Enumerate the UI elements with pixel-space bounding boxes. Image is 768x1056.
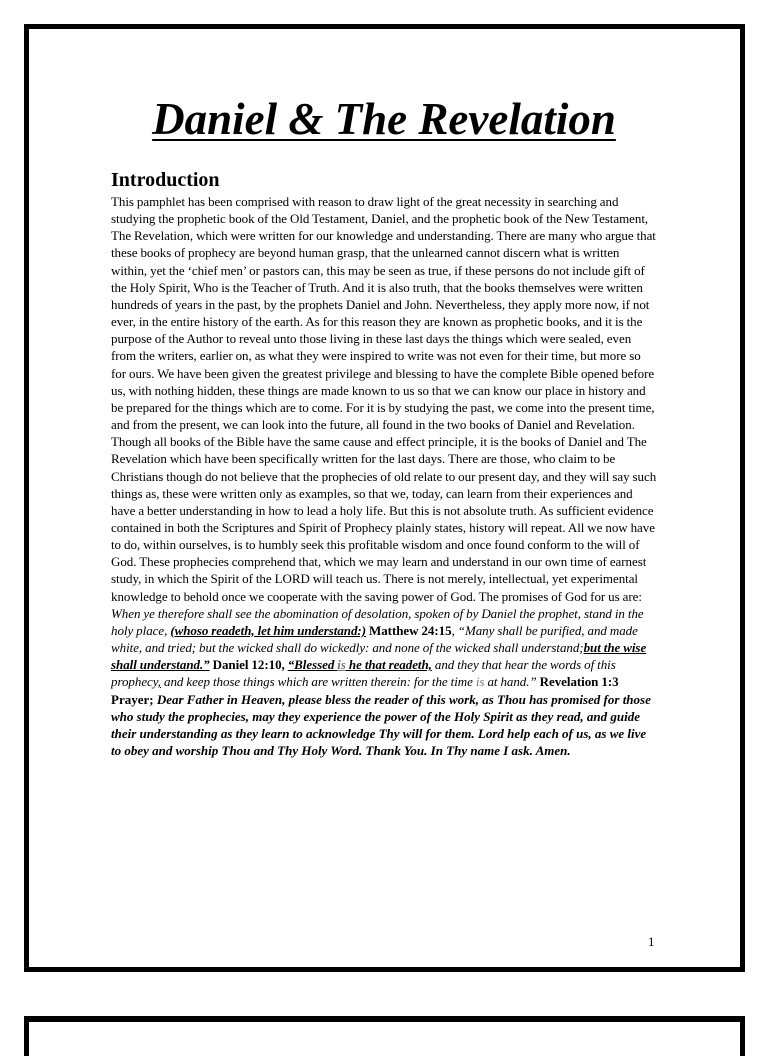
quote-revelation-comma: ,: [157, 674, 161, 690]
quote-revelation-is: is: [337, 657, 346, 673]
quote-revelation-body-2: and keep those things which are written therein: for the time: [164, 674, 473, 690]
reference-daniel: Daniel 12:10,: [212, 657, 285, 673]
quote-daniel: “Many shall be purified, and made white, and tried; but the wicked shall do wickedly: and none of the wicked shall understand;: [111, 622, 638, 656]
quote-revelation-is-2: is: [475, 674, 485, 690]
quote-revelation-that-readeth: that readeth,: [364, 657, 432, 673]
reference-matthew: Matthew 24:15: [369, 622, 452, 638]
quote-revelation-end: at hand.”: [487, 674, 537, 690]
reference-revelation: Revelation 1:3: [539, 674, 619, 690]
quote-daniel-emphasis: but the wise shall understand.”: [111, 640, 647, 673]
quote-revelation-blessed: “Blessed: [287, 657, 335, 673]
quote-matthew-parenthetical: (whoso readeth, let him understand:): [170, 622, 366, 638]
introduction-body: This pamphlet has been comprised with reason to draw light of the great necessity in searching and studying the prophetic book of the Old Testament, Daniel, and the prophetic book of the New Testament, The Revelation, which were written for our knowledge and understanding. There are many who argue that these books of prophecy are beyond human grasp, that the unlearned cannot discern what is written within, yet the ‘chief men’ or pastors can, this may be seen as true, if these persons do not include gift of the Holy Spirit, Who is the Teacher of Truth. And it is also truth, that the books themselves were written hundreds of years in the past, by the prophets Daniel and John. Nevertheless, they apply more now, if not ever, in the entire history of the earth. As for this reason they are known as prophetic books, and it is the purpose of the Author to reveal unto those living in these last days the things which were sealed, even from the writers, earlier on, as what they were inspired to write was not even for their time, but more so for ours. We have been given the greatest privilege and blessing to have the complete Bible opened before us, with nothing hidden, these things are made known to us so that we can know our place in history and be prepared for the things which are to come. For it is by studying the past, we come into the present time, and from the present, we can look into the future, all found in the two books of Daniel and Revelation. Though all books of the Bible have the same cause and effect principle, it is the books of Daniel and The Revelation which have been specifically written for the last days. There are those, who claim to be Christians though do not believe that the prophecies of old relate to our present day, and they will say such things as, these were written only as examples, so that we, today, can learn from their experiences and have a better understanding in how to lead a holy life. But this is not absolute truth. As sufficient evidence contained in both the Scriptures and Spirit of Prophecy plainly states, history will repeat. All we now have to do, within ourselves, is to humbly seek this profitable wisdom and once found conform to the will of God. These prophecies comprehend that, which we may learn and understand in our own time of earnest study, in which the Spirit of the LORD will teach us. There is not merely, intellectual, yet experimental knowledge to behold once we cooperate with the saving power of God. The promises of God for us are:: [111, 194, 657, 604]
next-page-border: [24, 1016, 745, 1056]
section-heading: Introduction: [111, 169, 220, 191]
quote-revelation-he: he: [348, 657, 362, 673]
page-content: [111, 168, 658, 759]
prayer-label: Prayer;: [111, 691, 154, 707]
quote-matthew: When ye therefore shall see the abomination of desolation, spoken of by Daniel the prophet, stand in the holy place,: [111, 605, 644, 638]
prayer-paragraph: [111, 691, 658, 760]
quote-revelation-body: and they that hear the words of this prophecy: [111, 657, 616, 690]
page-number: 1: [648, 934, 655, 949]
document-title: Daniel & The Revelation: [152, 94, 616, 144]
introduction-paragraph: This pamphlet has been comprised with reason to draw light of the great necessity in searching and studying the prophetic book of the Old Testament, Daniel, and the prophetic book of the New Testament, The Revelation, which were written for our knowledge and understanding. There are many who argue that these books of prophecy are beyond human grasp, that the unlearned cannot discern what is written within, yet the ‘chief men’ or pastors can, this may be seen as true, if these persons do not include gift of the Holy Spirit, Who is the Teacher of Truth. And it is also truth, that the books themselves were written hundreds of years in the past, by the prophets Daniel and John. Nevertheless, they apply more now, if not ever, in the entire history of the earth. As for this reason they are known as prophetic books, and it is the purpose of the Author to reveal unto those living in these last days the things which were sealed, even from the writers, earlier on, as what they were inspired to write was not even for their time, but more so for ours. We have been given the greatest privilege and blessing to have the complete Bible opened before us, with nothing hidden, these things are made known to us so that we can know our place in history and be prepared for the things which are to come. For it is by studying the past, we come into the present time, and from the present, we can look into the future, all found in the two books of Daniel and Revelation. Though all books of the Bible have the same cause and effect principle, it is the books of Daniel and The Revelation which have been specifically written for the last days. There are those, who claim to be Christians though do not believe that the prophecies of old relate to our present day, and they will say such things as, these were written only as examples, so that we, today, can learn from their experiences and have a better understanding in how to lead a holy life. But this is not absolute truth. As sufficient evidence contained in both the Scriptures and Spirit of Prophecy plainly states, history will repeat. All we now have to do, within ourselves, is to humbly seek this profitable wisdom and once found conform to the will of God. These prophecies comprehend that, which we may learn and understand in our own time of earnest study, in which the Spirit of the LORD will teach us. There is not merely, intellectual, yet experimental knowledge to behold once we cooperate with the saving power of God. The promises of God for us are: When ye therefore shall see the abomination of desolation, spoken of by Daniel the prophet, stand in the holy place, (whoso readeth, let him understand:) Matthew 24:15, “Many shall be purified, and made white, and tried; but the wicked shall do wickedly: and none of the wicked shall understand;but the wise shall understand.” Daniel 12:10, “Blessed is he that readeth, and they that hear the words of this prophecy, and keep those things which are written therein: for the time is at hand.” Revelation 1:3: [111, 194, 657, 690]
prayer-text: Dear Father in Heaven, please bless the reader of this work, as Thou has promised for those who study the prophecies, may they experience the power of the Holy Spirit as they read, and guide their understanding as they learn to acknowledge Thy will for them. Lord help each of us, as we live to obey and worship Thou and Thy Holy Word. Thank You. In Thy name I ask. Amen.: [111, 691, 651, 759]
